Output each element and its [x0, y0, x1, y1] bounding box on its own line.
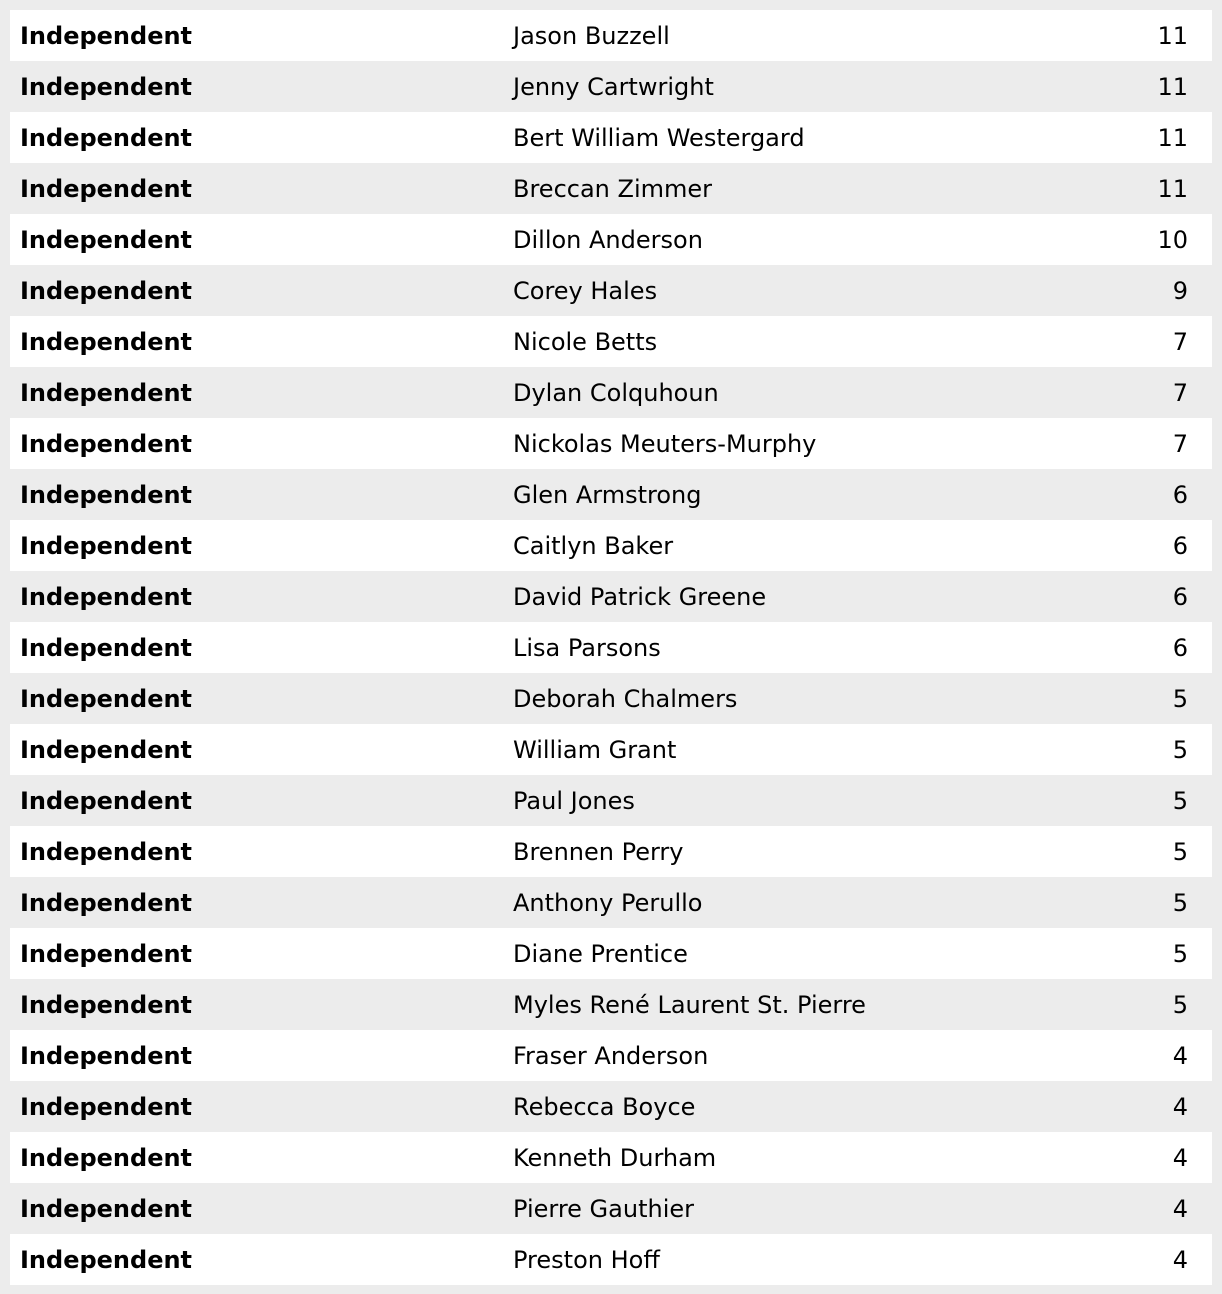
candidate-cell: Fraser Anderson	[513, 1041, 709, 1070]
party-cell: Independent	[20, 225, 193, 254]
party-cell: Independent	[20, 684, 193, 713]
table-row	[10, 520, 1212, 571]
party-cell: Independent	[20, 327, 193, 356]
party-cell: Independent	[20, 582, 193, 611]
table-row	[10, 1081, 1212, 1132]
party-cell: Independent	[20, 888, 193, 917]
party-cell: Independent	[20, 786, 193, 815]
party-cell: Independent	[20, 174, 193, 203]
votes-cell: 5	[1172, 990, 1188, 1019]
candidate-cell: Corey Hales	[513, 276, 658, 305]
party-cell: Independent	[20, 939, 193, 968]
votes-cell: 4	[1172, 1194, 1188, 1223]
candidate-cell: David Patrick Greene	[513, 582, 767, 611]
candidate-cell: Pierre Gauthier	[513, 1194, 694, 1223]
table-row	[10, 61, 1212, 112]
table-row	[10, 826, 1212, 877]
table-row	[10, 418, 1212, 469]
party-cell: Independent	[20, 735, 193, 764]
candidate-cell: Dylan Colquhoun	[513, 378, 719, 407]
candidate-cell: Rebecca Boyce	[513, 1092, 696, 1121]
party-cell: Independent	[20, 21, 193, 50]
candidate-cell: William Grant	[513, 735, 677, 764]
candidate-cell: Bert William Westergard	[513, 123, 805, 152]
table-row	[10, 1183, 1212, 1234]
table-row	[10, 928, 1212, 979]
votes-cell: 11	[1157, 72, 1188, 101]
votes-cell: 5	[1172, 939, 1188, 968]
table-row	[10, 877, 1212, 928]
results-table	[10, 10, 1212, 1285]
candidate-cell: Anthony Perullo	[513, 888, 703, 917]
votes-cell: 6	[1172, 480, 1188, 509]
table-row	[10, 571, 1212, 622]
votes-cell: 10	[1157, 225, 1188, 254]
candidate-cell: Diane Prentice	[513, 939, 688, 968]
candidate-cell: Glen Armstrong	[513, 480, 702, 509]
votes-cell: 7	[1172, 429, 1188, 458]
party-cell: Independent	[20, 1194, 193, 1223]
party-cell: Independent	[20, 1092, 193, 1121]
party-cell: Independent	[20, 429, 193, 458]
table-row	[10, 265, 1212, 316]
candidate-cell: Kenneth Durham	[513, 1143, 717, 1172]
votes-cell: 11	[1157, 123, 1188, 152]
table-row	[10, 112, 1212, 163]
votes-cell: 6	[1172, 531, 1188, 560]
candidate-cell: Jenny Cartwright	[513, 72, 714, 101]
table-row	[10, 163, 1212, 214]
party-cell: Independent	[20, 378, 193, 407]
table-row	[10, 775, 1212, 826]
candidate-cell: Deborah Chalmers	[513, 684, 738, 713]
table-row	[10, 1132, 1212, 1183]
votes-cell: 6	[1172, 633, 1188, 662]
party-cell: Independent	[20, 990, 193, 1019]
table-row	[10, 724, 1212, 775]
votes-cell: 11	[1157, 21, 1188, 50]
votes-cell: 5	[1172, 684, 1188, 713]
party-cell: Independent	[20, 1041, 193, 1070]
candidate-cell: Preston Hoff	[513, 1245, 660, 1274]
party-cell: Independent	[20, 276, 193, 305]
party-cell: Independent	[20, 633, 193, 662]
votes-cell: 5	[1172, 837, 1188, 866]
table-row	[10, 367, 1212, 418]
table-row	[10, 469, 1212, 520]
table-row	[10, 979, 1212, 1030]
table-row	[10, 1030, 1212, 1081]
party-cell: Independent	[20, 837, 193, 866]
candidate-cell: Brennen Perry	[513, 837, 684, 866]
votes-cell: 4	[1172, 1041, 1188, 1070]
table-row	[10, 673, 1212, 724]
candidate-cell: Breccan Zimmer	[513, 174, 713, 203]
table-row	[10, 10, 1212, 61]
votes-cell: 7	[1172, 327, 1188, 356]
votes-cell: 5	[1172, 888, 1188, 917]
candidate-cell: Nickolas Meuters-Murphy	[513, 429, 817, 458]
candidate-cell: Myles René Laurent St. Pierre	[513, 990, 866, 1019]
votes-cell: 4	[1172, 1245, 1188, 1274]
votes-cell: 6	[1172, 582, 1188, 611]
party-cell: Independent	[20, 72, 193, 101]
party-cell: Independent	[20, 123, 193, 152]
table-row	[10, 214, 1212, 265]
party-cell: Independent	[20, 480, 193, 509]
table-row	[10, 622, 1212, 673]
party-cell: Independent	[20, 531, 193, 560]
party-cell: Independent	[20, 1143, 193, 1172]
votes-cell: 9	[1172, 276, 1188, 305]
votes-cell: 5	[1172, 786, 1188, 815]
candidate-cell: Caitlyn Baker	[513, 531, 674, 560]
votes-cell: 11	[1157, 174, 1188, 203]
votes-cell: 4	[1172, 1092, 1188, 1121]
candidate-cell: Paul Jones	[513, 786, 635, 815]
votes-cell: 7	[1172, 378, 1188, 407]
table-row	[10, 1234, 1212, 1285]
votes-cell: 4	[1172, 1143, 1188, 1172]
candidate-cell: Jason Buzzell	[513, 21, 670, 50]
candidate-cell: Dillon Anderson	[513, 225, 703, 254]
party-cell: Independent	[20, 1245, 193, 1274]
candidate-cell: Nicole Betts	[513, 327, 658, 356]
votes-cell: 5	[1172, 735, 1188, 764]
table-row	[10, 316, 1212, 367]
candidate-cell: Lisa Parsons	[513, 633, 661, 662]
